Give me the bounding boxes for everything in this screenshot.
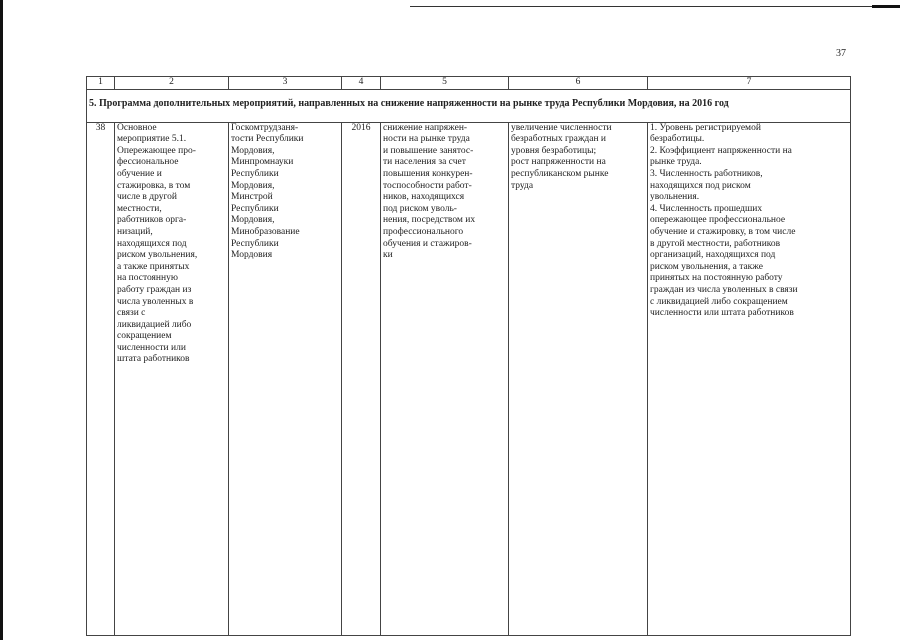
executors: Госкомтрудзаня- тости Республики Мордовия, Минпромнауки Республики Мордовия, Минстрой Республики Мордовия, Минобразование Республики Мордовия <box>229 122 342 635</box>
section-row <box>87 89 851 122</box>
scan-top-line <box>410 6 880 7</box>
non-implementation-consequences: увеличение численности безработных граждан и уровня безработицы; рост напряженности на республиканском рынке труда <box>509 122 648 635</box>
col-header-2: 2 <box>115 77 229 90</box>
event-name: Основное мероприятие 5.1. Опережающее про- фессиональное обучение и стажировка, в том числе в другой местности, работников орга- низаций, находящихся под риском увольнения, а также принятых на постоянную работу граждан из числа уволенных в связи с ликвидацией либо сокращением численности или штата работников <box>115 122 229 635</box>
year: 2016 <box>342 122 381 635</box>
col-header-3: 3 <box>229 77 342 90</box>
scan-top-mark <box>872 5 900 8</box>
expected-result: снижение напряжен- ности на рынке труда и повышение занятос- ти населения за счет повышения конкурен- тоспособности работ- ников, находящихся под риском уволь- нения, посредством их профессионального обучения и стажиров- ки <box>381 122 509 635</box>
scan-left-edge <box>0 0 3 640</box>
table-row <box>87 122 851 635</box>
row-number: 38 <box>87 122 115 635</box>
col-header-6: 6 <box>509 77 648 90</box>
measures-table <box>86 76 851 636</box>
col-header-5: 5 <box>381 77 509 90</box>
column-number-row <box>87 77 851 90</box>
indicators: 1. Уровень регистрируемой безработицы. 2. Коэффициент напряженности на рынке труда. 3. Численность работников, находящихся под риском увольнения. 4. Численность прошедших опережающее профессиональное обучение и стажировку, в том числе в другой местности, работников организаций, находящихся под риском увольнения, а также принятых на постоянную работу граждан из числа уволенных в связи с ликвидацией либо сокращением численности или штата работников <box>648 122 851 635</box>
section-title: 5. Программа дополнительных мероприятий, направленных на снижение напряженности на рынке труда Республики Мордовия, на 2016 год <box>87 89 851 122</box>
col-header-1: 1 <box>87 77 115 90</box>
page-number: 37 <box>836 48 846 59</box>
col-header-4: 4 <box>342 77 381 90</box>
col-header-7: 7 <box>648 77 851 90</box>
